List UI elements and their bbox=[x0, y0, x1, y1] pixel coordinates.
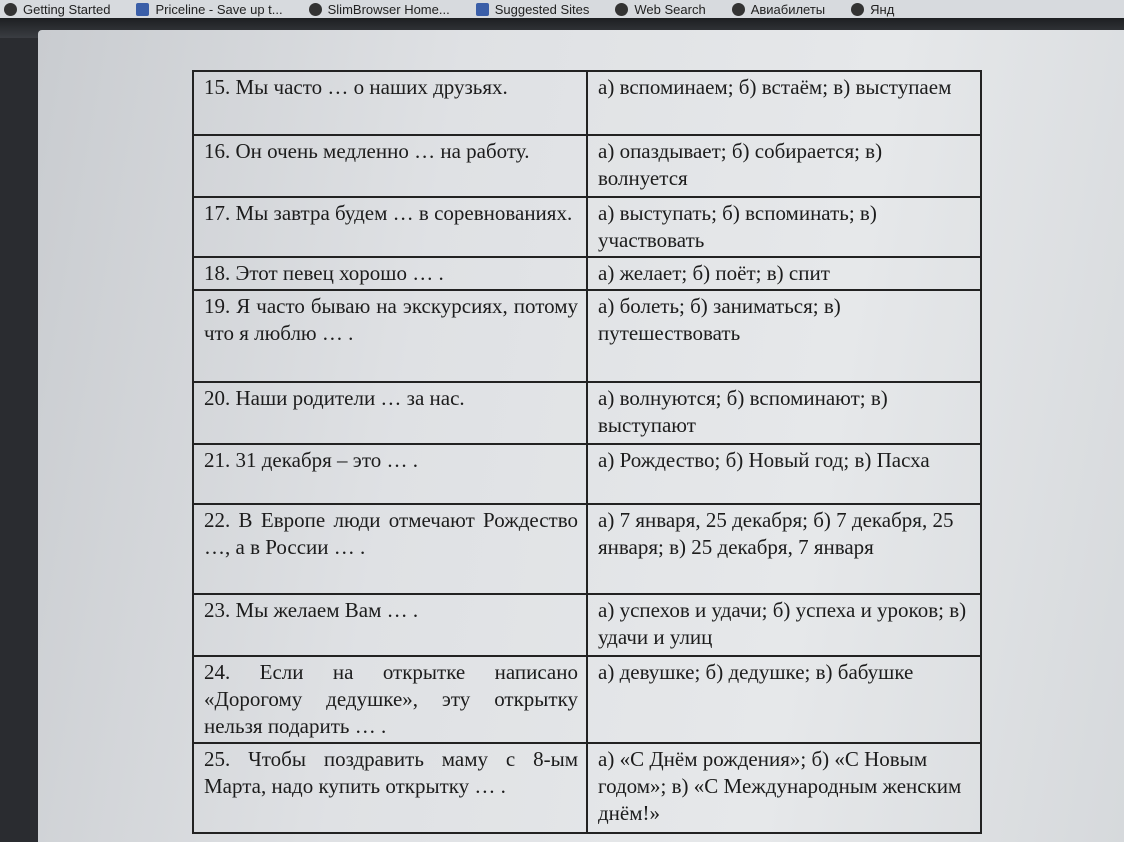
bookmark-label: Getting Started bbox=[23, 1, 111, 17]
bookmark-label: Suggested Sites bbox=[494, 1, 590, 17]
question-cell: 16. Он очень медленно … на работу. bbox=[193, 135, 587, 197]
question-cell: 25. Чтобы поздравить маму с 8-ым Марта, надо купить открытку … . bbox=[193, 743, 587, 833]
answer-cell: а) Рождество; б) Новый год; в) Пасха bbox=[587, 444, 981, 504]
answer-cell: а) девушке; б) дедушке; в) бабушке bbox=[587, 656, 981, 743]
bookmarks-bar bbox=[0, 0, 1124, 18]
table-row bbox=[193, 444, 981, 504]
answer-cell: а) вспоминаем; б) встаём; в) выступаем bbox=[587, 71, 981, 135]
question-cell: 17. Мы завтра будем … в соревнованиях. bbox=[193, 197, 587, 257]
table-row bbox=[193, 135, 981, 197]
table-row bbox=[193, 197, 981, 257]
bookmark-slimbrowser[interactable] bbox=[309, 2, 450, 17]
globe-icon bbox=[732, 3, 745, 16]
table-row bbox=[193, 71, 981, 135]
question-cell: 21. 31 декабря – это … . bbox=[193, 444, 587, 504]
table-row bbox=[193, 743, 981, 833]
answer-cell: а) желает; б) поёт; в) спит bbox=[587, 257, 981, 290]
table-row bbox=[193, 257, 981, 290]
bookmark-yandex[interactable] bbox=[851, 2, 894, 17]
table-row bbox=[193, 504, 981, 594]
table-row bbox=[193, 290, 981, 382]
question-cell: 22. В Европе люди отмечают Рождество …, а в России … . bbox=[193, 504, 587, 594]
quiz-table bbox=[192, 70, 982, 834]
globe-icon bbox=[615, 3, 628, 16]
bookmark-label: Priceline - Save up t... bbox=[155, 1, 283, 17]
answer-cell: а) болеть; б) заниматься; в) путешествовать bbox=[587, 290, 981, 382]
bookmark-aviabilety[interactable] bbox=[732, 2, 825, 17]
bookmark-priceline[interactable] bbox=[136, 2, 282, 17]
question-cell: 24. Если на открытке написано «Дорогому дедушке», эту открытку нельзя подарить … . bbox=[193, 656, 587, 743]
page-icon bbox=[476, 3, 489, 16]
question-cell: 18. Этот певец хорошо … . bbox=[193, 257, 587, 290]
bookmark-suggested-sites[interactable] bbox=[476, 2, 590, 17]
table-row bbox=[193, 382, 981, 444]
bookmark-label: Янд bbox=[870, 1, 895, 17]
question-cell: 15. Мы часто … о наших друзьях. bbox=[193, 71, 587, 135]
globe-icon bbox=[309, 3, 322, 16]
globe-icon bbox=[4, 3, 17, 16]
bookmark-label: Авиабилеты bbox=[750, 1, 826, 17]
answer-cell: а) «С Днём рождения»; б) «С Новым годом»; в) «С Международным женским днём!» bbox=[587, 743, 981, 833]
answer-cell: а) выступать; б) вспоминать; в) участвовать bbox=[587, 197, 981, 257]
bookmark-label: SlimBrowser Home... bbox=[327, 1, 450, 17]
bookmark-label: Web Search bbox=[634, 1, 706, 17]
table-row bbox=[193, 656, 981, 743]
question-cell: 23. Мы желаем Вам … . bbox=[193, 594, 587, 656]
answer-cell: а) волнуются; б) вспоминают; в) выступают bbox=[587, 382, 981, 444]
question-cell: 20. Наши родители … за нас. bbox=[193, 382, 587, 444]
bookmark-web-search[interactable] bbox=[615, 2, 705, 17]
answer-cell: а) 7 января, 25 декабря; б) 7 декабря, 25 января; в) 25 декабря, 7 января bbox=[587, 504, 981, 594]
table-row bbox=[193, 594, 981, 656]
page-icon bbox=[136, 3, 149, 16]
question-cell: 19. Я часто бываю на экскурсиях, потому что я люблю … . bbox=[193, 290, 587, 382]
answer-cell: а) успехов и удачи; б) успеха и уроков; в) удачи и улиц bbox=[587, 594, 981, 656]
globe-icon bbox=[851, 3, 864, 16]
bookmark-getting-started[interactable] bbox=[4, 2, 110, 17]
answer-cell: а) опаздывает; б) собирается; в) волнуется bbox=[587, 135, 981, 197]
